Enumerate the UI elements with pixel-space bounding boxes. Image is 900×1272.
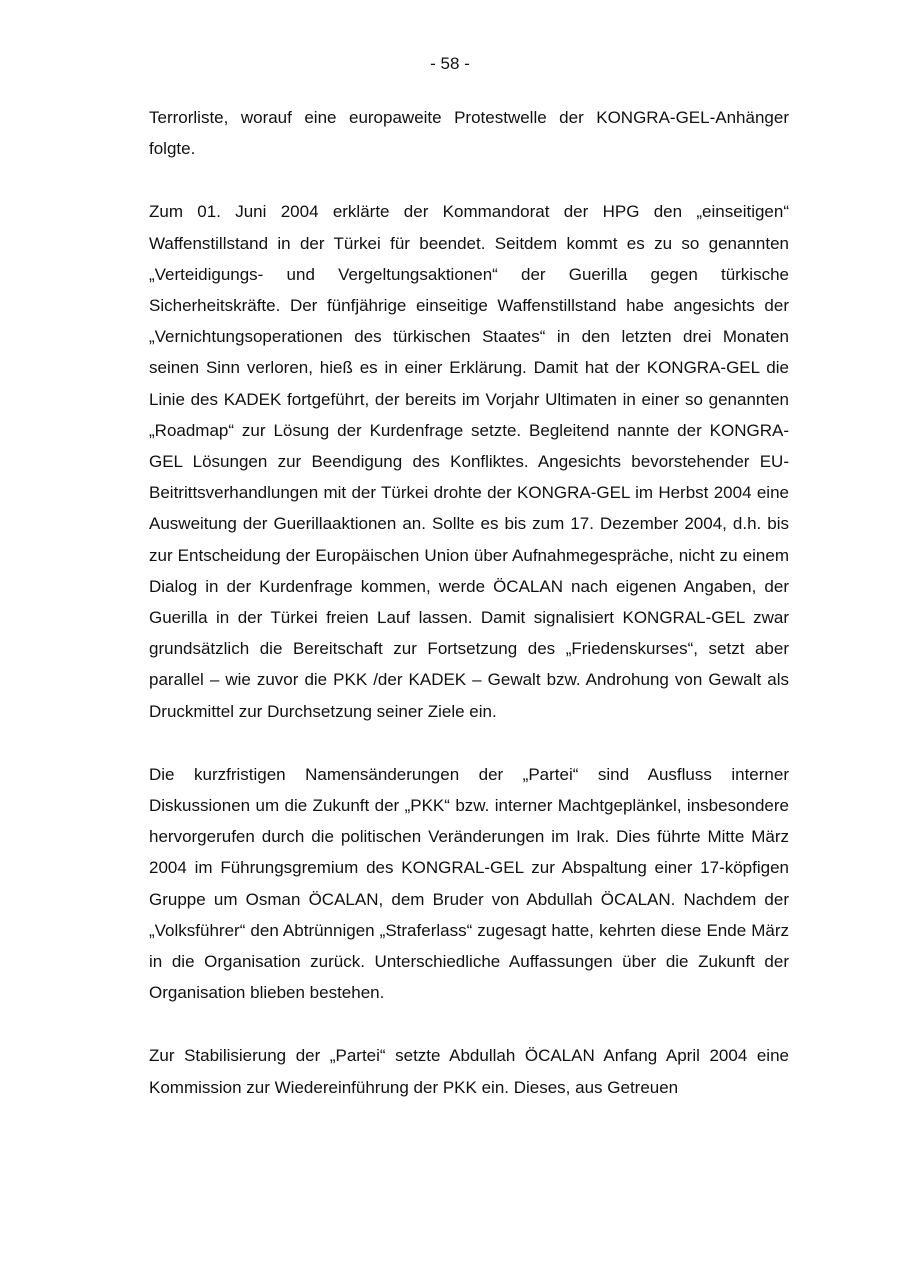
paragraph-1: Terrorliste, worauf eine europaweite Protestwelle der KONGRA-GEL-Anhänger folgte. — [149, 108, 789, 159]
page-number: - 58 - — [430, 54, 470, 73]
paragraph-3: Die kurzfristigen Namensänderungen der „Partei“ sind Ausfluss interner Diskussionen um die Zukunft der „PKK“ bzw. interner Machtgeplänkel, insbesondere hervorgerufen durch die politischen Veränderungen im Irak. Dies führte Mitte März 2004 im Führungsgremium des KONGRAL-GEL zur Abspaltung einer 17-köpfigen Gruppe um Osman ÖCALAN, dem Bruder von Abdullah ÖCALAN. Nachdem der „Volksführer“ den Abtrünnigen „Straferlass“ zugesagt hatte, kehrten diese Ende März in die Organisation zurück. Unterschiedliche Auffassungen über die Zukunft der Organisation blieben bestehen. — [149, 764, 789, 1003]
paragraph-4: Zur Stabilisierung der „Partei“ setzte Abdullah ÖCALAN Anfang April 2004 eine Kommission zur Wiedereinführung der PKK ein. Dieses, aus Getreuen — [149, 1046, 789, 1097]
body-text — [149, 102, 789, 1103]
paragraph-2: Zum 01. Juni 2004 erklärte der Kommandorat der HPG den „einseitigen“ Waffenstillstand in der Türkei für beendet. Seitdem kommt es zu so genannten „Verteidigungs- und Vergeltungsaktionen“ der Guerilla gegen türkische Sicherheitskräfte. Der fünfjährige einseitige Waffenstillstand habe angesichts der „Vernichtungsoperationen des türkischen Staates“ in den letzten drei Monaten seinen Sinn verloren, hieß es in einer Erklärung. Damit hat der KONGRA-GEL die Linie des KADEK fortgeführt, der bereits im Vorjahr Ultimaten in einer so genannten „Roadmap“ zur Lösung der Kurdenfrage setzte. Begleitend nannte der KONGRA-GEL Lösungen zur Beendigung des Konfliktes. Angesichts bevorstehender EU-Beitrittsverhandlungen mit der Türkei drohte der KONGRA-GEL im Herbst 2004 eine Ausweitung der Guerillaaktionen an. Sollte es bis zum 17. Dezember 2004, d.h. bis zur Entscheidung der Europäischen Union über Aufnahmegespräche, nicht zu einem Dialog in der Kurdenfrage kommen, werde ÖCALAN nach eigenen Angaben, der Guerilla in der Türkei freien Lauf lassen. Damit signalisiert KONGRAL-GEL zwar grundsätzlich die Bereitschaft zur Fortsetzung des „Friedenskurses“, setzt aber parallel – wie zuvor die PKK /der KADEK – Gewalt bzw. Androhung von Gewalt als Druckmittel zur Durchsetzung seiner Ziele ein. — [149, 202, 789, 721]
